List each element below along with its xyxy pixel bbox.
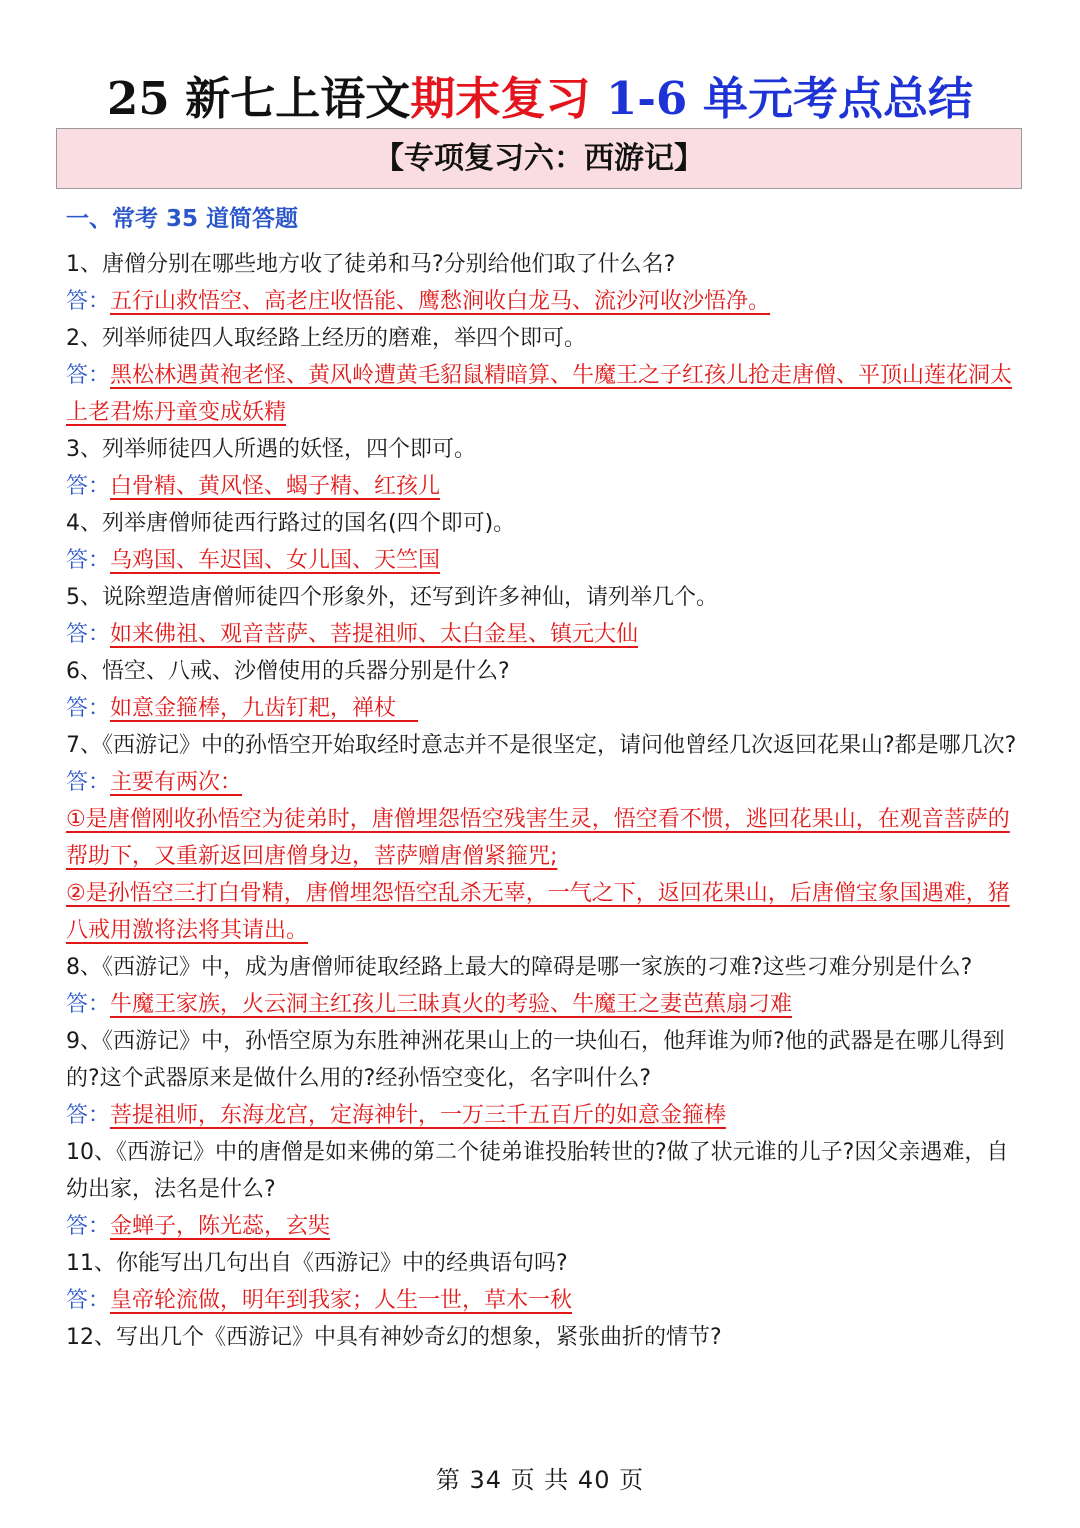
answer-text: 乌鸡国、车迟国、女儿国、天竺国	[110, 548, 441, 573]
answer-label: 答：	[66, 289, 111, 314]
page-footer: 第 34 页 共 40 页	[435, 1466, 645, 1494]
answer-label: 答：	[66, 696, 111, 721]
answer-label: 答：	[66, 474, 111, 499]
answer-text: 白骨精、黄风怪、蝎子精、红孩儿	[110, 474, 441, 499]
question-5: 5、说除塑造唐僧师徒四个形象外，还写到许多神仙，请列举几个。	[66, 585, 718, 610]
question-12: 12、写出几个《西游记》中具有神妙奇幻的想象，紧张曲折的情节?	[66, 1325, 722, 1350]
answer-text: 金蝉子，陈光蕊，玄奘	[110, 1214, 331, 1239]
answer-2	[66, 357, 1018, 431]
answer-7-1	[66, 764, 1018, 801]
question-11: 11、你能写出几句出自《西游记》中的经典语句吗?	[66, 1251, 568, 1276]
answer-text: 主要有两次：	[110, 770, 243, 795]
answer-9	[66, 1097, 1018, 1134]
question-9: 9、《西游记》中，孙悟空原为东胜神洲花果山上的一块仙石，他拜谁为师?他的武器是在哪儿得到的?这个武器原来是做什么用的?经孙悟空变化，名字叫什么?	[66, 1029, 1005, 1091]
answer-3	[66, 468, 1018, 505]
page-title	[0, 64, 1080, 134]
title-part-units: 1-6 单元考点总结	[590, 72, 973, 125]
question-7: 7、《西游记》中的孙悟空开始取经时意志并不是很坚定，请问他曾经几次返回花果山?都是哪几次?	[66, 733, 1017, 758]
answer-text: 菩提祖师，东海龙宫，定海神针，一万三千五百斤的如意金箍棒	[110, 1103, 727, 1128]
answer-text: 如来佛祖、观音菩萨、菩提祖师、太白金星、镇元大仙	[110, 622, 639, 647]
answer-5	[66, 616, 1018, 653]
answer-label: 答：	[66, 548, 111, 573]
answer-4	[66, 542, 1018, 579]
answer-7-2	[66, 801, 1018, 875]
answer-7-3	[66, 875, 1018, 949]
answer-label: 答：	[66, 992, 111, 1017]
answer-label: 答：	[66, 1214, 111, 1239]
answer-text: 牛魔王家族，火云洞主红孩儿三昧真火的考验、牛魔王之妻芭蕉扇刁难	[110, 992, 793, 1017]
answer-label: 答：	[66, 622, 111, 647]
section-heading: 一、常考 35 道简答题	[66, 206, 299, 232]
answer-label: 答：	[66, 1288, 111, 1313]
answer-label: 答：	[66, 770, 111, 795]
answer-text: ②是孙悟空三打白骨精，唐僧埋怨悟空乱杀无辜，一气之下，返回花果山，后唐僧宝象国遇难，猪八戒用激将法将其请出。	[66, 881, 1010, 943]
topic-banner: 【专项复习六：西游记】	[56, 128, 1022, 189]
question-2: 2、列举师徒四人取经路上经历的磨难，举四个即可。	[66, 326, 586, 351]
answer-10	[66, 1208, 1018, 1245]
answer-1	[66, 283, 1018, 320]
question-6: 6、悟空、八戒、沙僧使用的兵器分别是什么?	[66, 659, 510, 684]
answer-text: 五行山救悟空、高老庄收悟能、鹰愁涧收白龙马、流沙河收沙悟净。	[110, 289, 771, 314]
title-part-review: 期末复习	[410, 72, 591, 125]
question-8: 8、《西游记》中，成为唐僧师徒取经路上最大的障碍是哪一家族的刁难?这些刁难分别是什么?	[66, 955, 973, 980]
answer-label: 答：	[66, 363, 111, 388]
question-10: 10、《西游记》中的唐僧是如来佛的第二个徒弟谁投胎转世的?做了状元谁的儿子?因父亲遇难，自幼出家，法名是什么?	[66, 1140, 1009, 1202]
answer-6	[66, 690, 1018, 727]
qa-list	[66, 246, 1018, 1356]
answer-label: 答：	[66, 1103, 111, 1128]
answer-11	[66, 1282, 1018, 1319]
answer-text: ①是唐僧刚收孙悟空为徒弟时，唐僧埋怨悟空残害生灵，悟空看不惯，逃回花果山，在观音菩萨的帮助下，又重新返回唐僧身边，菩萨赠唐僧紧箍咒;	[66, 807, 1010, 869]
answer-text: 如意金箍棒，九齿钉耙，禅杖	[110, 696, 419, 721]
question-1: 1、唐僧分别在哪些地方收了徒弟和马?分别给他们取了什么名?	[66, 252, 676, 277]
answer-text: 皇帝轮流做，明年到我家；人生一世，草木一秋	[110, 1288, 573, 1313]
answer-text: 黑松林遇黄袍老怪、黄风岭遭黄毛貂鼠精暗算、牛魔王之子红孩儿抢走唐僧、平顶山莲花洞太上老君炼丹童变成妖精	[66, 363, 1013, 425]
question-3: 3、列举师徒四人所遇的妖怪，四个即可。	[66, 437, 476, 462]
title-part-grade: 25 新七上语文	[107, 72, 411, 125]
question-4: 4、列举唐僧师徒西行路过的国名(四个即可)。	[66, 511, 516, 536]
answer-8	[66, 986, 1018, 1023]
